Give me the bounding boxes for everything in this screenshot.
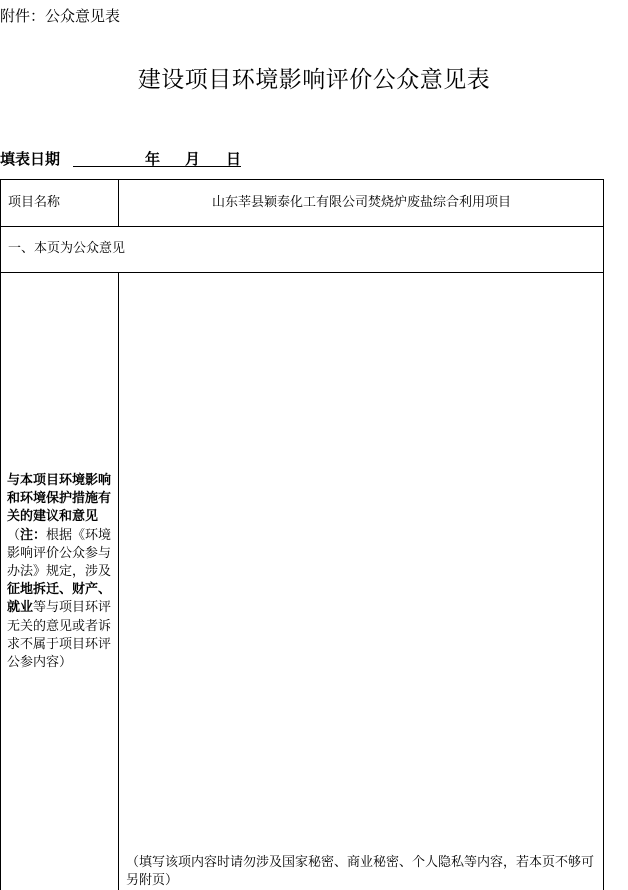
opinion-column-divider: [118, 272, 119, 890]
fill-date-day: 日: [226, 150, 242, 168]
opinion-label-bold-2: 征地拆迁、财产、就业: [7, 582, 112, 616]
project-name-value[interactable]: 山东莘县颖泰化工有限公司焚烧炉废盐综合利用项目: [211, 195, 511, 210]
opinion-label-paren: （: [7, 527, 21, 543]
opinion-label-text-2: 等与项目环评无关的意见或者诉求不属于项目环评公参内容）: [7, 600, 112, 671]
attachment-label: 附件：公众意见表: [0, 7, 121, 25]
fill-date-month: 月: [185, 150, 201, 168]
opinion-label-note: 注：: [20, 527, 47, 543]
opinion-label-bold-1: 与本项目环境影响和环境保护措施有关的建议和意见: [7, 473, 112, 525]
opinion-input-area[interactable]: [120, 273, 603, 851]
opinion-label-text-1: 根据《环境影响评价公众参与办法》规定，涉及: [7, 527, 112, 580]
fill-date-underline[interactable]: [73, 166, 241, 167]
section-one-heading: 一、本页为公众意见: [8, 241, 126, 256]
fill-date-label: 填表日期: [0, 150, 61, 168]
fill-date-year: 年: [145, 150, 161, 168]
opinion-footnote: （填写该项内容时请勿涉及国家秘密、商业秘密、个人隐私等内容，若本页不够可另附页）: [126, 855, 595, 888]
project-name-label: 项目名称: [8, 195, 61, 210]
page-title: 建设项目环境影响评价公众意见表: [137, 67, 491, 93]
opinion-label: [7, 472, 117, 672]
project-row-divider: [0, 226, 604, 227]
